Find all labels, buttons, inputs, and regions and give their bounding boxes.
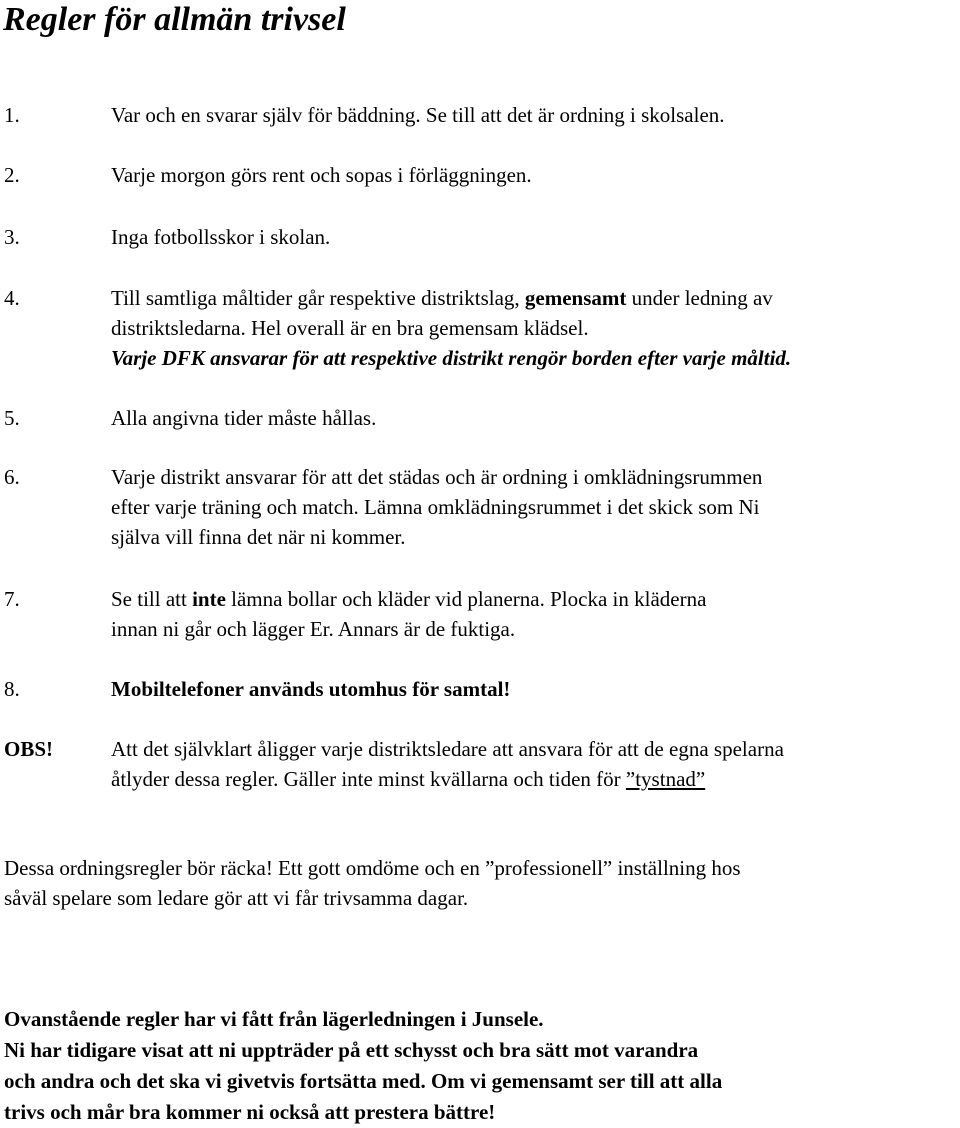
rule-text-line [111, 283, 956, 313]
page-title: Regler för allmän trivsel [3, 1, 346, 38]
rule-text: efter varje träning och match. Lämna omklädningsrummet i det skick som Ni [111, 495, 760, 519]
rule-text: Inga fotbollsskor i skolan. [111, 225, 331, 249]
rule-text-part: Till samtliga måltider går respektive distriktslag, [111, 286, 525, 310]
rule-number: 1. [4, 103, 20, 127]
rule-number: 5. [4, 406, 20, 430]
rule-text: distriktsledarna. Hel overall är en bra gemensam klädsel. [111, 316, 589, 340]
obs-text-part: åtlyder dessa regler. Gäller inte minst kvällarna och tiden för [111, 767, 626, 791]
rule-number: 6. [4, 465, 20, 489]
rule-text: Mobiltelefoner används utomhus för samtal! [111, 677, 511, 701]
rule-text: Var och en svarar själv för bäddning. Se till att det är ordning i skolsalen. [111, 103, 725, 127]
footer-line: trivs och mår bra kommer ni också att prestera bättre! [4, 1100, 496, 1124]
rule-emphasis-line: Varje DFK ansvarar för att respektive distrikt rengör borden efter varje måltid. [111, 346, 792, 370]
obs-underlined: ”tystnad” [625, 767, 706, 791]
rule-text: Varje distrikt ansvarar för att det städas och är ordning i omklädningsrummen [111, 465, 763, 489]
obs-text-line [111, 764, 956, 794]
rule-text: Alla angivna tider måste hållas. [111, 406, 377, 430]
rule-text-part: lämna bollar och kläder vid planerna. Plocka in kläderna [225, 587, 707, 611]
rule-text: innan ni går och lägger Er. Annars är de fuktiga. [111, 617, 516, 641]
rule-text: Varje morgon görs rent och sopas i förläggningen. [111, 163, 532, 187]
closing-paragraph [4, 853, 954, 913]
rule-emphasis: gemensamt [524, 286, 627, 310]
footer-line: Ovanstående regler har vi fått från lägerledningen i Junsele. [4, 1007, 544, 1031]
rule-emphasis: inte [192, 587, 226, 611]
footer-line: Ni har tidigare visat att ni uppträder på ett schysst och bra sätt mot varandra [4, 1038, 699, 1062]
footer-line: och andra och det ska vi givetvis fortsätta med. Om vi gemensamt ser till att alla [4, 1069, 723, 1093]
rule-number: 2. [4, 163, 20, 187]
rule-number: 4. [4, 286, 20, 310]
obs-label: OBS! [4, 737, 54, 761]
rule-text-part: under ledning av [626, 286, 773, 310]
closing-line: Dessa ordningsregler bör räcka! Ett gott omdöme och en ”professionell” inställning hos [4, 856, 741, 880]
footer-paragraph [4, 1004, 954, 1128]
rule-text-part: Se till att [111, 587, 193, 611]
rule-text-line [111, 584, 956, 614]
rule-number: 8. [4, 677, 20, 701]
rule-number: 7. [4, 587, 20, 611]
rule-number: 3. [4, 225, 20, 249]
rule-text: själva vill finna det när ni kommer. [111, 525, 406, 549]
obs-text: Att det självklart åligger varje distriktsledare att ansvara för att de egna spelarna [111, 737, 784, 761]
closing-line: såväl spelare som ledare gör att vi får trivsamma dagar. [4, 886, 469, 910]
